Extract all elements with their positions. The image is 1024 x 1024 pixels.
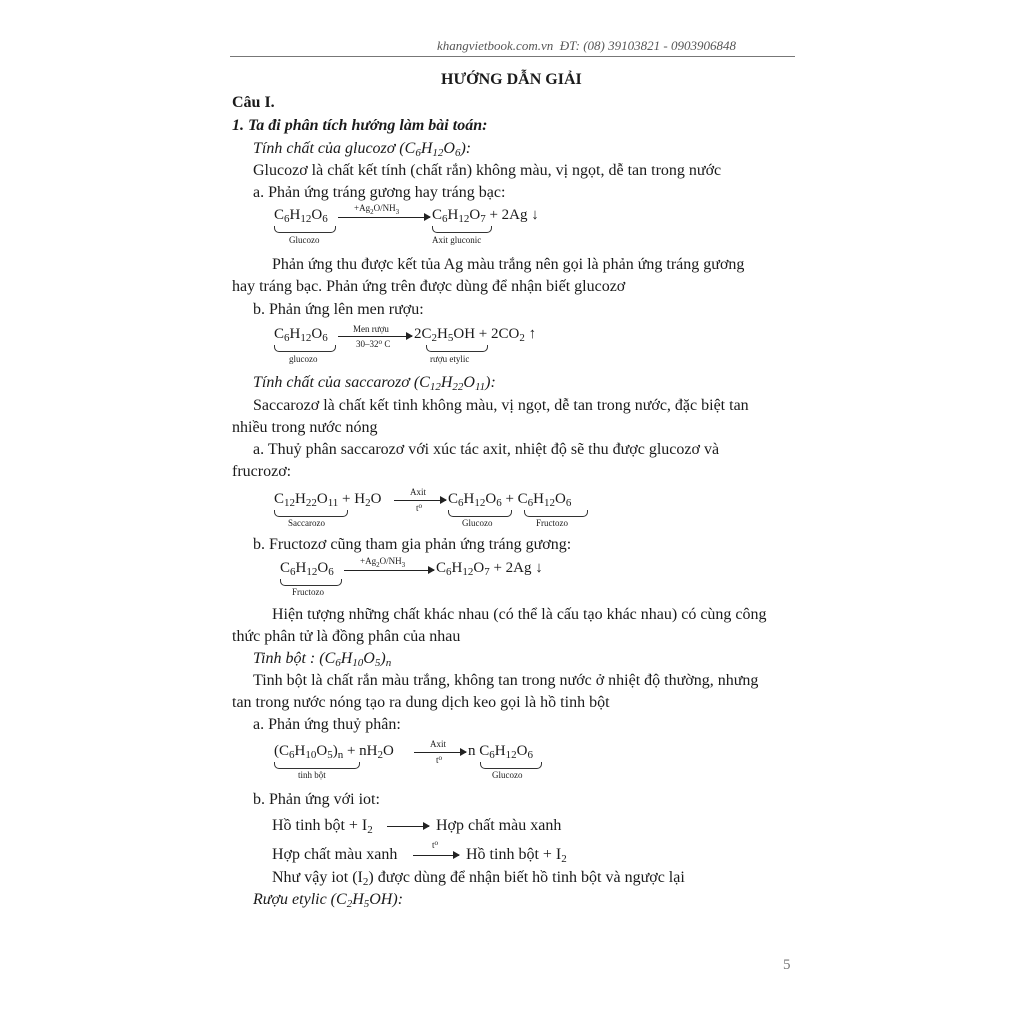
eq2-arrow [338, 336, 412, 337]
header-site: khangvietbook.com.vn ĐT: (08) 39103821 - 0903906848 [437, 38, 736, 53]
starch-a-label: a. Phản ứng thuỷ phân: [253, 716, 401, 733]
glucose-note-1: Phản ứng thu được kết tủa Ag màu trắng nên gọi là phản ứng tráng gương [272, 256, 745, 273]
eq4-reagent: $+Ag_2O/NH_3$ [360, 556, 406, 569]
sucrose-b-label: b. Fructozơ cũng tham gia phản ứng tráng gương: [253, 536, 572, 553]
sucrose-desc-2: nhiều trong nước nóng [232, 419, 378, 436]
eq7-right: Hồ tinh bột + $I_2$ [466, 846, 567, 865]
eq6-right: Hợp chất màu xanh [436, 817, 562, 834]
eq2-label-2: rượu etylic [430, 354, 470, 364]
eq4-brace-1 [280, 579, 342, 586]
eq4-arrow [344, 570, 434, 571]
eq1-arrow [338, 217, 430, 218]
sucrose-a-2: frucrozơ: [232, 463, 292, 480]
eq4-product: $C_6H_{12}O_7 + 2Ag$ ↓ [436, 560, 543, 578]
eq4-reactant: $C_6H_{12}O_6$ [280, 560, 334, 578]
glucose-b-label: b. Phản ứng lên men rượu: [253, 301, 424, 318]
eq7-top: t⁰ [432, 840, 439, 850]
eq3-label-3: Fructozo [536, 518, 568, 528]
eq3-brace-1 [274, 510, 348, 517]
eq3-brace-2 [448, 510, 512, 517]
eq3-label-1: Saccarozo [288, 518, 325, 528]
glucose-note-2: hay tráng bạc. Phản ứng trên được dùng để nhận biết glucozơ [232, 278, 626, 295]
glucose-heading: Tính chất của glucozơ $(C_6H_{12}O_6)$: [253, 140, 472, 159]
eq1-brace-2 [432, 226, 492, 233]
section-heading: Câu I. [232, 94, 275, 111]
starch-desc-1: Tinh bột là chất rắn màu trắng, không tan trong nước ở nhiệt độ thường, nhưng [253, 672, 759, 689]
eq1-label-1: Glucozo [289, 235, 320, 245]
eq1-reactant: $C_6H_{12}O_6$ [274, 207, 328, 225]
eq2-reactant: $C_6H_{12}O_6$ [274, 326, 328, 344]
page-title: HƯỚNG DẪN GIẢI [441, 71, 582, 88]
eq3-reactant: $C_{12}H_{22}O_{11} + H_2O$ [274, 491, 382, 509]
eq3-bottom: t⁰ [416, 503, 423, 513]
eq5-label-2: Glucozo [492, 770, 523, 780]
eq1-product: $C_6H_{12}O_7 + 2Ag$ ↓ [432, 207, 539, 225]
eq4-label: Fructozo [292, 587, 324, 597]
eq7-left: Hợp chất màu xanh [272, 846, 398, 863]
glucose-a-label: a. Phản ứng tráng gương hay tráng bạc: [253, 184, 506, 201]
eq2-brace-1 [274, 345, 336, 352]
sucrose-note-2: thức phân tử là đồng phân của nhau [232, 628, 461, 645]
iodine-note: Như vậy iot $(I_2)$ được dùng để nhận biết hồ tinh bột và ngược lại [272, 869, 685, 888]
eq2-bottom: 30–32⁰ C [356, 339, 391, 349]
starch-heading: Tinh bột : $(C_6H_{10}O_5)_n$ [253, 650, 392, 669]
sucrose-desc-1: Saccarozơ là chất kết tinh không màu, vị ngọt, dễ tan trong nước, đặc biệt tan [253, 397, 749, 414]
eq5-brace-1 [274, 762, 360, 769]
eq5-reactant: $(C_6H_{10}O_5)_n + nH_2O$ [274, 743, 394, 761]
eq2-brace-2 [426, 345, 488, 352]
eq3-brace-3 [524, 510, 588, 517]
eq7-arrow [413, 855, 459, 856]
eq6-arrow [387, 826, 429, 827]
eq3-arrow [394, 500, 446, 501]
sucrose-note-1: Hiện tượng những chất khác nhau (có thể là cấu tạo khác nhau) có cùng công [272, 606, 767, 623]
eq5-bottom: t⁰ [436, 755, 443, 765]
starch-b-label: b. Phản ứng với iot: [253, 791, 380, 808]
eq5-arrow [414, 752, 466, 753]
ethanol-heading: Rượu etylic $(C_2H_5OH)$: [253, 891, 404, 910]
eq5-label-1: tinh bột [298, 770, 326, 780]
sucrose-a-1: a. Thuỷ phân saccarozơ với xúc tác axit, nhiệt độ sẽ thu được glucozơ và [253, 441, 720, 458]
sucrose-heading: Tính chất của saccarozơ $(C_{12}H_{22}O_{11})$: [253, 374, 496, 393]
eq2-top: Men rượu [353, 324, 389, 334]
eq6-left: Hồ tinh bột + $I_2$ [272, 817, 373, 836]
glucose-desc: Glucozơ là chất kết tính (chất rắn) không màu, vị ngọt, dễ tan trong nước [253, 162, 722, 179]
eq3-top: Axit [410, 487, 427, 497]
header-rule [230, 56, 795, 57]
eq2-label-1: glucozo [289, 354, 318, 364]
eq5-product: n $C_6H_{12}O_6$ [468, 743, 533, 761]
eq1-brace-1 [274, 226, 336, 233]
eq3-label-2: Glucozo [462, 518, 493, 528]
starch-desc-2: tan trong nước nóng tạo ra dung dịch keo gọi là hồ tinh bột [232, 694, 610, 711]
item-1-heading: 1. Ta đi phân tích hướng làm bài toán: [232, 117, 488, 134]
page-number: 5 [783, 957, 791, 973]
eq3-product: $C_6H_{12}O_6 + C_6H_{12}O_6$ [448, 491, 572, 509]
eq1-reagent: $+Ag_2O/NH_3$ [354, 203, 400, 216]
eq5-top: Axit [430, 739, 447, 749]
eq5-brace-2 [480, 762, 542, 769]
eq2-product: $2C_2H_5OH + 2CO_2$ ↑ [414, 326, 537, 344]
eq1-label-2: Axit gluconic [432, 235, 482, 245]
